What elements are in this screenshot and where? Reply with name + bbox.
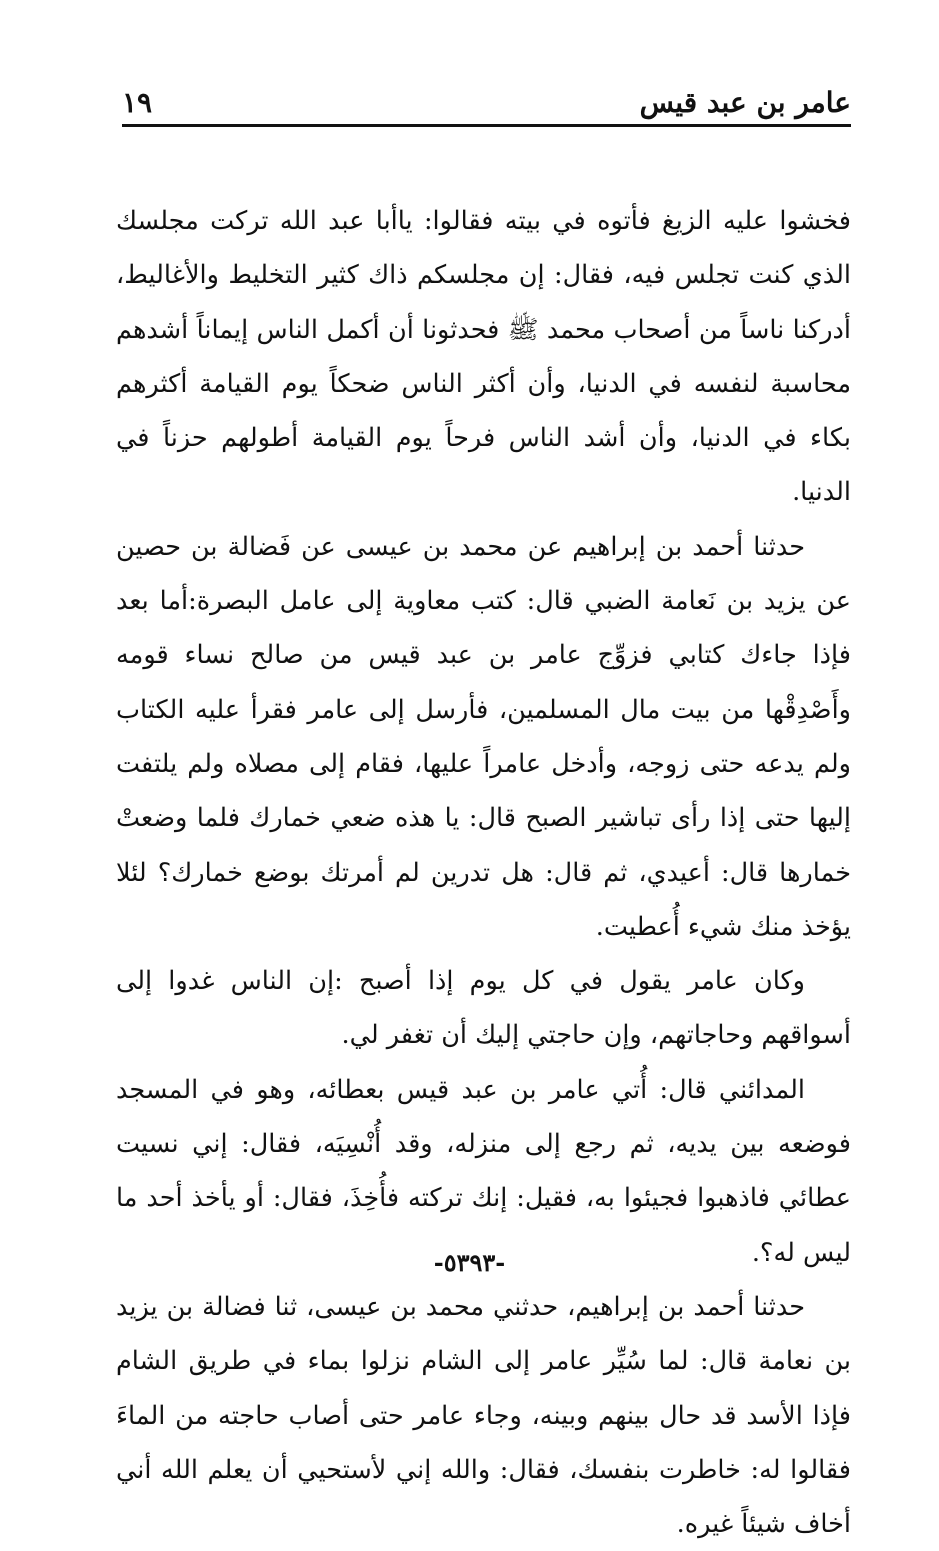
page-number: ١٩ — [122, 86, 153, 119]
paragraph-1: فخشوا عليه الزيغ فأتوه في بيته فقالوا: ياأبا عبد الله تركت مجلسك الذي كنت تجلس فيه، فقال: إن مجلسكم ذاك كثير التخليط والأغاليط، أدركنا ناساً من أصحاب محمد ﷺ فحدثونا أن أكمل الناس إيماناً أشدهم محاسبة لنفسه في الدنيا، وأن أكثر الناس ضحكاً يوم القيامة أكثرهم بكاء في الدنيا، وأن أشد الناس فرحاً يوم القيامة أطولهم حزناً في الدنيا. — [116, 206, 851, 508]
paragraph-3: وكان عامر يقول في كل يوم إذا أصبح :إن الناس غدوا إلى أسواقهم وحاجاتهم، وإن حاجتي إليك أن تغفر لي. — [116, 966, 851, 1051]
page-header — [122, 82, 851, 127]
running-title: عامر بن عبد قيس — [639, 86, 851, 119]
paragraph-2: حدثنا أحمد بن إبراهيم عن محمد بن عيسى عن فَضالة بن حصين عن يزيد بن نَعامة الضبي قال: كتب معاوية إلى عامل البصرة:أما بعد فإذا جاءك كتابي فزوِّج عامر بن عبد قيس من صالح نساء قومه وأَصْدِقْها من بيت مال المسلمين، فأرسل إلى عامر فقرأ عليه الكتاب ولم يدعه حتى زوجه، وأدخل عامراً عليها، فقام إلى مصلاه ولم يلتفت إليها حتى إذا رأى تباشير الصبح قال: يا هذه ضعي خمارك فلما وضعتْ خمارها قال: أعيدي، ثم قال: هل تدرين لم أمرتك بوضع خمارك؟ لئلا يؤخذ منك شيء أُعطيت. — [116, 531, 851, 942]
paragraph-4: المدائني قال: أُتي عامر بن عبد قيس بعطائه، وهو في المسجد فوضعه بين يديه، ثم رجع إلى منزله، وقد أُنْسِيَه، فقال: إني نسيت عطائي فاذهبوا فجيئوا به، فقيل: إنك تركته فأُخِذَ، فقال: أو يأخذ أحد ما ليس له؟. — [116, 1074, 851, 1268]
body-text — [116, 194, 851, 1551]
paragraph-5: حدثنا أحمد بن إبراهيم، حدثني محمد بن عيسى، ثنا فضالة بن يزيد بن نعامة قال: لما سُيِّر عامر إلى الشام نزلوا بماء في طريق الشام فإذا الأسد قد حال بينهم وبينه، وجاء عامر حتى أصاب حاجته من الماءَ فقالوا له: خاطرت بنفسك، فقال: والله إني لأستحيي أن يعلم الله أني أخاف شيئاً غيره. — [116, 1291, 851, 1540]
footer-code: -٥٣٩٣- — [433, 1248, 506, 1277]
